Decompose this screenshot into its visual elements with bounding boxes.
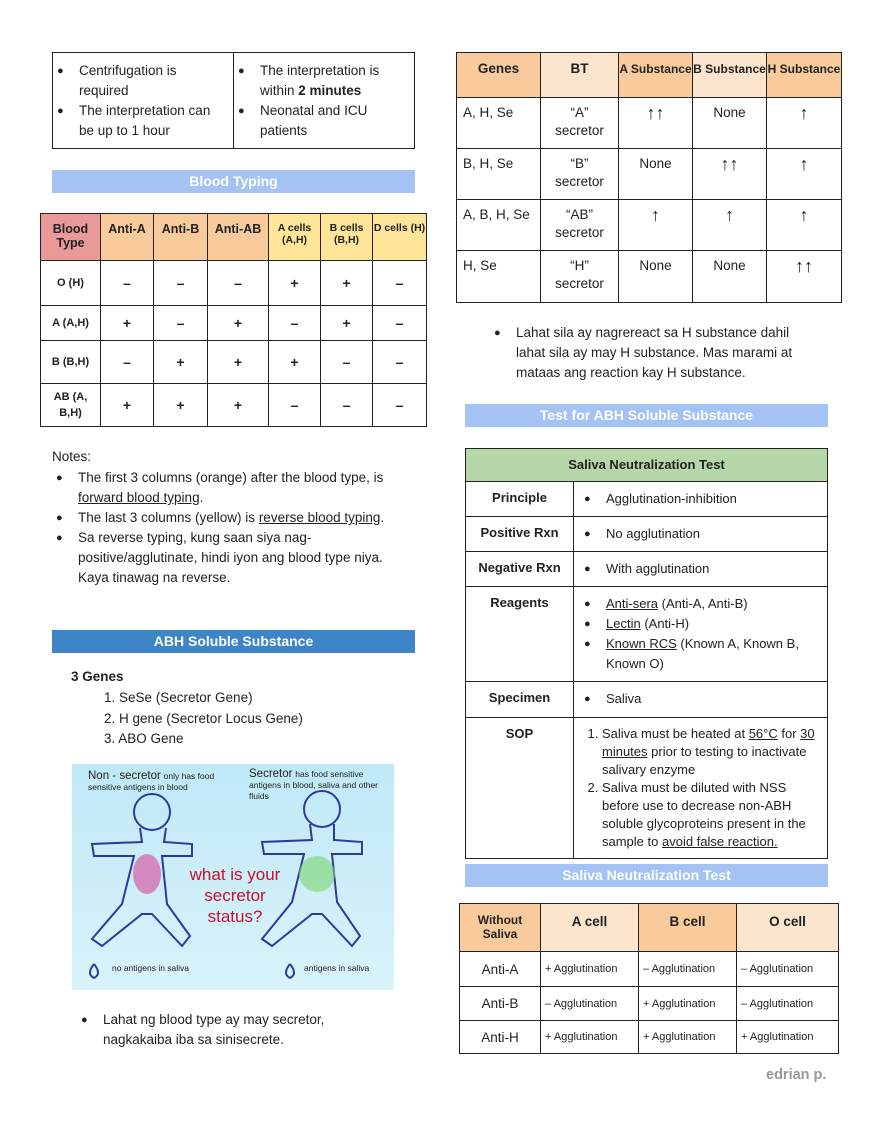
table-cell: None xyxy=(619,251,693,303)
table-cell: “A” secretor xyxy=(541,98,619,149)
row-label: B, H, Se xyxy=(457,149,541,200)
table-cell: ↑↑ xyxy=(693,149,767,200)
col-header: B cells (B,H) xyxy=(321,214,373,261)
table-cell: “AB” secretor xyxy=(541,200,619,251)
table-cell: + xyxy=(321,306,373,341)
genes-bullet xyxy=(490,323,810,383)
table-cell: – xyxy=(269,306,321,341)
table-cell: “B” secretor xyxy=(541,149,619,200)
table-cell: – xyxy=(154,306,208,341)
table-cell: ↑↑ xyxy=(767,251,842,303)
row-label: Anti-H xyxy=(460,1021,541,1054)
row-label: Positive Rxn xyxy=(466,517,574,552)
table-row xyxy=(457,149,842,200)
abh-bullet xyxy=(77,1010,377,1050)
table-row xyxy=(457,98,842,149)
notes-label: Notes: xyxy=(52,449,92,464)
col-header: D cells (H) xyxy=(373,214,427,261)
table-cell: + Agglutination xyxy=(737,1021,839,1054)
table-cell: – xyxy=(269,384,321,427)
table-cell: – xyxy=(321,384,373,427)
no-antigens-caption: no antigens in saliva xyxy=(112,963,190,973)
table-cell: + Agglutination xyxy=(541,952,639,987)
col-header: B cell xyxy=(639,904,737,952)
table-row xyxy=(41,384,427,427)
row-label: AB (A, B,H) xyxy=(41,384,101,427)
col-header: BT xyxy=(541,53,619,98)
table-cell: + xyxy=(269,341,321,384)
table-cell: – xyxy=(208,261,269,306)
secretor-caption: Secretor has food sensitive antigens in blood, saliva and other fluids xyxy=(249,768,379,801)
table-cell: ↑ xyxy=(767,98,842,149)
cell-value: ● Agglutination-inhibition xyxy=(580,489,821,509)
cell-value: ● No agglutination xyxy=(580,524,821,544)
genes-title: 3 Genes xyxy=(71,669,124,684)
table-cell: – Agglutination xyxy=(541,987,639,1021)
table-title: Saliva Neutralization Test xyxy=(466,449,828,482)
table-row xyxy=(41,341,427,384)
table-cell: + Agglutination xyxy=(639,1021,737,1054)
table-cell: + xyxy=(208,384,269,427)
table-cell: None xyxy=(693,251,767,303)
table-cell: – xyxy=(101,341,154,384)
note-item: ● Sa reverse typing, kung saan siya nag-positive/agglutinate, hindi iyon ang blood type niya. Kaya tinawag na reverse. xyxy=(52,528,417,588)
table-row xyxy=(460,952,839,987)
table-cell: “H” secretor xyxy=(541,251,619,303)
author-footer: edrian p. xyxy=(766,1067,827,1083)
secretor-question: what is your secretor status? xyxy=(189,865,281,926)
table-cell: – Agglutination xyxy=(639,952,737,987)
table-cell: – xyxy=(321,341,373,384)
col-header: H Substance xyxy=(767,53,842,98)
genes-table xyxy=(456,52,842,303)
section-abh: ABH Soluble Substance xyxy=(52,630,415,653)
table-cell: + xyxy=(208,306,269,341)
col-header: B Substance xyxy=(693,53,767,98)
cell-value: ● Saliva xyxy=(580,689,821,709)
table-cell: + Agglutination xyxy=(541,1021,639,1054)
table-cell: + xyxy=(269,261,321,306)
antigens-caption: antigens in saliva xyxy=(304,963,370,973)
table-cell: – xyxy=(373,306,427,341)
table-cell: ↑ xyxy=(767,149,842,200)
table-cell: + xyxy=(321,261,373,306)
cell-value: ● With agglutination xyxy=(580,559,821,579)
without-saliva-table xyxy=(459,903,839,1054)
table-cell: ↑↑ xyxy=(619,98,693,149)
col-header: A cells (A,H) xyxy=(269,214,321,261)
summary-item: ● Centrifugation is required xyxy=(53,61,227,101)
table-row xyxy=(460,987,839,1021)
summary-item: ● The interpretation is within 2 minutes xyxy=(234,61,408,101)
col-header: Genes xyxy=(457,53,541,98)
table-cell: – Agglutination xyxy=(737,987,839,1021)
row-label: A, B, H, Se xyxy=(457,200,541,251)
table-cell: – xyxy=(373,341,427,384)
sop-step: 2. Saliva must be diluted with NSS before use to decrease non-ABH soluble glycoproteins present in the sample to avoid false reaction. xyxy=(602,779,821,851)
reagent: ● Lectin (Anti-H) xyxy=(580,614,821,634)
row-label: Negative Rxn xyxy=(466,552,574,587)
row-label: B (B,H) xyxy=(41,341,101,384)
col-header: Anti-A xyxy=(101,214,154,261)
note-item: ● The last 3 columns (yellow) is reverse blood typing. xyxy=(52,508,417,528)
table-cell: ↑ xyxy=(619,200,693,251)
col-header: O cell xyxy=(737,904,839,952)
row-label: Anti-A xyxy=(460,952,541,987)
table-row xyxy=(41,261,427,306)
secretor-status-illustration xyxy=(72,764,394,990)
table-cell: – xyxy=(373,261,427,306)
table-cell: – xyxy=(154,261,208,306)
section-blood-typing: Blood Typing xyxy=(52,170,415,193)
table-cell: ↑ xyxy=(767,200,842,251)
table-cell: + Agglutination xyxy=(639,987,737,1021)
table-cell: + xyxy=(154,384,208,427)
summary-item: ● The interpretation can be up to 1 hour xyxy=(53,101,227,141)
col-header: A cell xyxy=(541,904,639,952)
table-cell: None xyxy=(693,98,767,149)
table-cell: – xyxy=(373,384,427,427)
row-label: Reagents xyxy=(466,587,574,682)
nonsecretor-caption: Non - secretor only has food sensitive antigens in blood xyxy=(88,770,215,792)
row-label: A (A,H) xyxy=(41,306,101,341)
table-row xyxy=(41,306,427,341)
table-cell: None xyxy=(619,149,693,200)
note-item: ● The first 3 columns (orange) after the blood type, is forward blood typing. xyxy=(52,468,417,508)
reagent: ● Known RCS (Known A, Known B, Known O) xyxy=(580,634,821,674)
col-header: Without Saliva xyxy=(460,904,541,952)
gene-item: 3. ABO Gene xyxy=(104,731,184,746)
table-cell: + xyxy=(208,341,269,384)
reagent: ● Anti-sera (Anti-A, Anti-B) xyxy=(580,594,821,614)
table-row xyxy=(457,251,842,303)
row-label: SOP xyxy=(466,718,574,859)
summary-box xyxy=(52,52,415,149)
row-label: O (H) xyxy=(41,261,101,306)
table-row xyxy=(457,200,842,251)
sop-step: 1. Saliva must be heated at 56°C for 30 minutes prior to testing to inactivate salivary enzyme xyxy=(602,725,821,779)
col-header: Anti-AB xyxy=(208,214,269,261)
col-header: Anti-B xyxy=(154,214,208,261)
summary-item: ● Neonatal and ICU patients xyxy=(234,101,408,141)
blood-typing-table xyxy=(40,213,427,427)
table-row xyxy=(460,1021,839,1054)
row-label: Anti-B xyxy=(460,987,541,1021)
notes-list xyxy=(52,468,417,588)
genes-list xyxy=(104,688,303,750)
table-cell: + xyxy=(101,306,154,341)
row-label: H, Se xyxy=(457,251,541,303)
row-label: Principle xyxy=(466,482,574,517)
col-header: Blood Type xyxy=(41,214,101,261)
bullet-item: ● Lahat ng blood type ay may secretor, nagkakaiba iba sa sinisecrete. xyxy=(77,1010,377,1050)
table-cell: – xyxy=(101,261,154,306)
section-test-abh: Test for ABH Soluble Substance xyxy=(465,404,828,427)
gene-item: 1. SeSe (Secretor Gene) xyxy=(104,690,253,705)
saliva-neutralization-table xyxy=(465,448,828,859)
section-saliva-neutralization: Saliva Neutralization Test xyxy=(465,864,828,887)
row-label: A, H, Se xyxy=(457,98,541,149)
table-cell: + xyxy=(154,341,208,384)
col-header: A Substance xyxy=(619,53,693,98)
gene-item: 2. H gene (Secretor Locus Gene) xyxy=(104,710,303,726)
table-cell: + xyxy=(101,384,154,427)
row-label: Specimen xyxy=(466,682,574,718)
table-cell: – Agglutination xyxy=(737,952,839,987)
bullet-item: ● Lahat sila ay nagrereact sa H substance dahil lahat sila ay may H substance. Mas marami at mataas ang reaction kay H substance. xyxy=(490,323,810,383)
table-cell: ↑ xyxy=(693,200,767,251)
